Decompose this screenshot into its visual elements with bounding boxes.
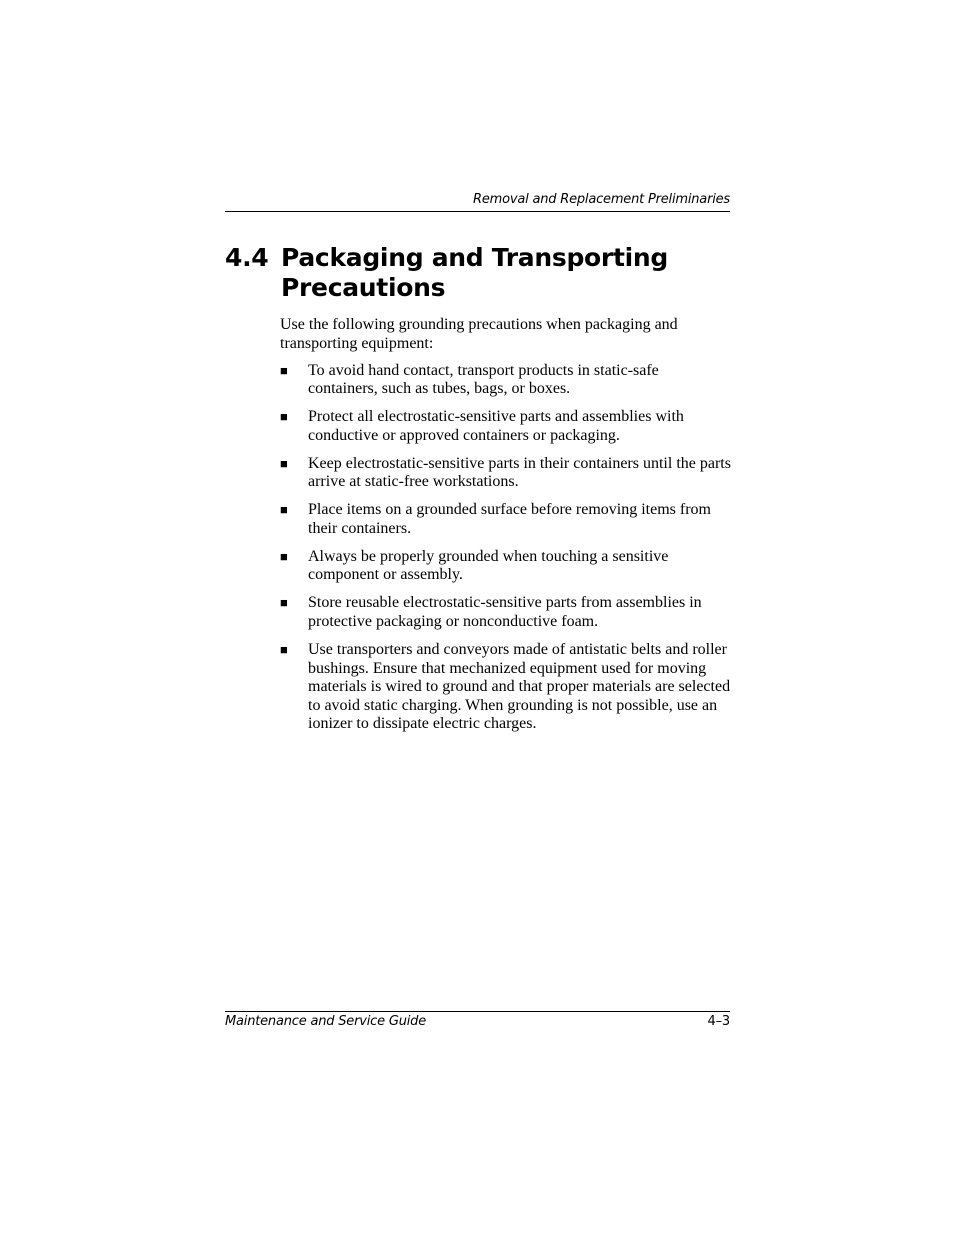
square-bullet-icon: ■ bbox=[280, 642, 288, 658]
list-item-text: Store reusable electrostatic-sensitive parts from assemblies in protective packaging or nonconductive foam. bbox=[308, 594, 702, 631]
section-title-line-1: Packaging and Transporting bbox=[281, 243, 668, 272]
precautions-list bbox=[280, 362, 732, 734]
section-title-text bbox=[281, 243, 730, 303]
list-item-text: Always be properly grounded when touching a sensitive component or assembly. bbox=[308, 547, 669, 584]
list-item bbox=[280, 455, 732, 492]
square-bullet-icon: ■ bbox=[280, 455, 288, 471]
list-item-text: To avoid hand contact, transport products in static-safe containers, such as tubes, bags, or boxes. bbox=[308, 361, 659, 398]
list-item-text: Use transporters and conveyors made of antistatic belts and roller bushings. Ensure that mechanized equipment used for moving materials is wired to ground and that proper materials are selected to avoid static charging. When grounding is not possible, use an ionizer to dissipate electric charges. bbox=[308, 641, 731, 733]
list-item bbox=[280, 641, 732, 734]
list-item bbox=[280, 501, 732, 538]
running-header: Removal and Replacement Preliminaries bbox=[473, 192, 730, 207]
square-bullet-icon: ■ bbox=[280, 409, 288, 425]
list-item bbox=[280, 548, 732, 585]
section-title bbox=[225, 243, 730, 303]
header-rule bbox=[225, 211, 730, 212]
square-bullet-icon: ■ bbox=[280, 548, 288, 564]
section-title-line-2: Precautions bbox=[281, 273, 446, 302]
list-item bbox=[280, 362, 732, 399]
intro-paragraph: Use the following grounding precautions when packaging and transporting equipment: bbox=[280, 316, 678, 352]
list-item bbox=[280, 408, 732, 445]
body-content bbox=[280, 316, 732, 743]
footer-rule bbox=[225, 1011, 730, 1012]
square-bullet-icon: ■ bbox=[280, 362, 288, 378]
page-footer bbox=[225, 1013, 730, 1031]
square-bullet-icon: ■ bbox=[280, 595, 288, 611]
list-item bbox=[280, 594, 732, 631]
list-item-text: Place items on a grounded surface before removing items from their containers. bbox=[308, 501, 711, 537]
footer-book-title: Maintenance and Service Guide bbox=[225, 1014, 426, 1029]
section-number: 4.4 bbox=[225, 243, 269, 272]
list-item-text: Keep electrostatic-sensitive parts in their containers until the parts arrive at static-free workstations. bbox=[308, 454, 731, 491]
page-number: 4–3 bbox=[707, 1014, 730, 1029]
list-item-text: Protect all electrostatic-sensitive parts and assemblies with conductive or approved containers or packaging. bbox=[308, 408, 684, 444]
square-bullet-icon: ■ bbox=[280, 502, 288, 518]
